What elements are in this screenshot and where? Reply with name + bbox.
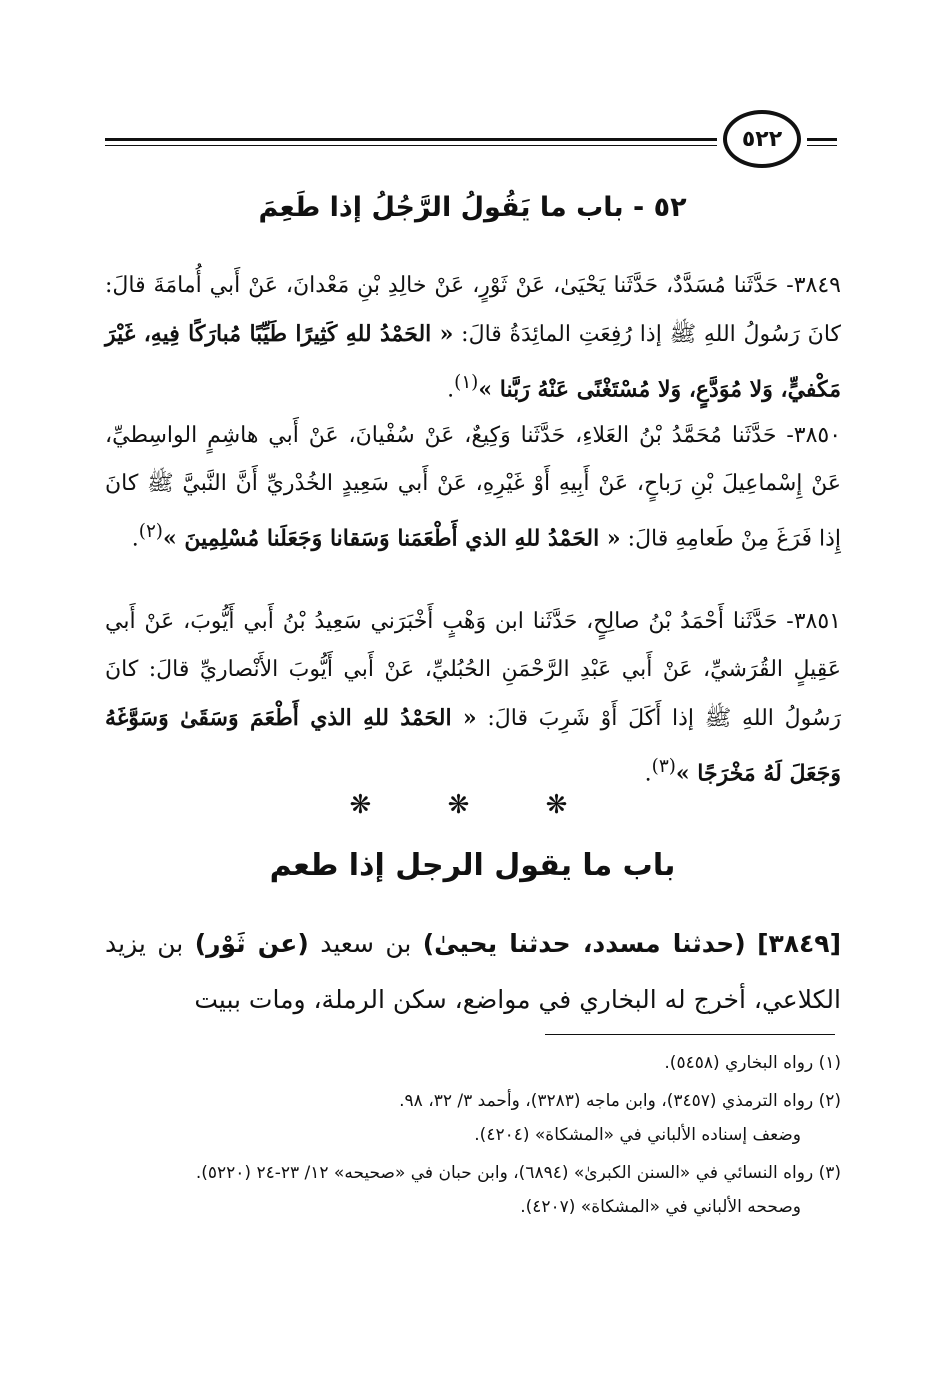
footnote-ref: (٢) — [138, 521, 163, 542]
footnote-divider — [545, 1034, 835, 1035]
footnote-text-cont: وصححه الألباني في «المشكاة» (٤٢٠٧). — [520, 1197, 801, 1217]
hadith-number: ٣٨٥٠- — [786, 423, 842, 448]
header-rule-thick — [105, 138, 717, 141]
hadith-text: حَدَّثَنا مُسَدَّدٌ، حَدَّثَنا يَحْيَىٰ، عَنْ ثَوْرٍ، عَنْ خالِدِ بْنِ مَعْدانَ، عَنْ أَبي أُمامَةَ قالَ: كانَ رَسُولُ اللهِ ﷺ إذا رُفِعَتِ المائِدَةُ قالَ: — [105, 273, 841, 347]
footnote-2 — [105, 1084, 841, 1152]
hadith-quote: « الحَمْدُ للهِ الذي أَطْعَمَ وَسَقَىٰ وَسَوَّغَهُ وَجَعَلَ لَهُ مَخْرَجًا » — [105, 705, 841, 787]
chapter-heading: ٥٢ - باب ما يَقُولُ الرَّجُلُ إذا طَعِمَ — [258, 192, 687, 223]
commentary-ref: [٣٨٤٩] — [757, 929, 841, 958]
commentary-text — [105, 916, 841, 1028]
commentary-heading: باب ما يقول الرجل إذا طعم — [269, 848, 676, 883]
footnote-1 — [105, 1046, 841, 1080]
footnotes — [105, 1046, 841, 1228]
header-rule-thin — [105, 145, 717, 146]
commentary-quote-2: (عن ثَوْر) — [194, 929, 309, 958]
hadith-quote: « الحَمْدُ للهِ الذي أَطْعَمَنا وَسَقانا وَجَعَلَنا مُسْلِمِينَ » — [162, 525, 621, 552]
page-header — [105, 118, 835, 178]
page-number: ٥٢٢ — [741, 126, 783, 152]
commentary-quote-1: (حدثنا مسدد، حدثنا يحيىٰ) — [422, 929, 746, 958]
footnote-text: رواه النسائي في «السنن الكبرىٰ» (٦٨٩٤)، وابن حبان في «صحيحه» ١٢/ ٢٣-٢٤ (٥٢٢٠). — [195, 1163, 814, 1183]
hadith-number: ٣٨٤٩- — [786, 273, 841, 298]
hadith-text: حَدَّثَنا أَحْمَدُ بْنُ صالِحٍ، حَدَّثَنا ابن وَهْبٍ أَخْبَرَني سَعِيدُ بْنُ أَبي أَيُّوبَ، عَنْ أَبي عَقِيلٍ القُرَشيِّ، عَنْ أَبي عَبْدِ الرَّحْمَنِ الحُبُليِّ، عَنْ أَبي أَيُّوبَ الأَنْصاريِّ قالَ: كانَ رَسُولُ اللهِ ﷺ إذا أَكَلَ أَوْ شَرِبَ قالَ: — [105, 609, 841, 731]
commentary-mid: بن سعيد — [320, 929, 412, 958]
footnote-text: رواه البخاري (٥٤٥٨). — [664, 1053, 814, 1073]
hadith-text: حَدَّثَنا مُحَمَّدُ بْنُ العَلاءِ، حَدَّثَنا وَكِيعٌ، عَنْ سُفْيانَ، عَنْ أَبي هاشِمٍ الواسِطيِّ، عَنْ إِسْماعِيلَ بْنِ رَباحٍ، عَنْ أَبِيهِ أَوْ غَيْرِهِ، عَنْ أَبي سَعِيدٍ الخُدْريِّ أَنَّ النَّبيَّ ﷺ كانَ إِذا فَرَغَ مِنْ طَعامِهِ قالَ: — [105, 423, 841, 552]
footnote-ref: (٣) — [651, 756, 676, 777]
footnote-ref: (١) — [454, 372, 479, 393]
hadith-3849: ٣٨٤٩- حَدَّثَنا مُسَدَّدٌ، حَدَّثَنا يَحْيَىٰ، عَنْ ثَوْرٍ، عَنْ خالِدِ بْنِ مَعْدانَ، عَنْ أَبي أُمامَةَ قالَ: كانَ رَسُولُ اللهِ ﷺ إذا رُفِعَتِ المائِدَةُ قالَ: « الحَمْدُ للهِ كَثِيرًا طَيِّبًا مُبارَكًا فِيهِ، غَيْرَ مَكْفيٍّ، وَلا مُوَدَّعٍ، وَلا مُسْتَغْنًى عَنْهُ رَبَّنا »$^{(١)}$. — [105, 273, 841, 403]
footnote-marker: (١) — [818, 1053, 841, 1073]
commentary-rest: بن يزيد الكلاعي، أخرج له البخاري في مواضع، سكن الرملة، ومات ببيت — [105, 929, 841, 1014]
hadith-3850: ٣٨٥٠- حَدَّثَنا مُحَمَّدُ بْنُ العَلاءِ، حَدَّثَنا وَكِيعٌ، عَنْ سُفْيانَ، عَنْ أَبي هاشِمٍ الواسِطيِّ، عَنْ إِسْماعِيلَ بْنِ رَباحٍ، عَنْ أَبِيهِ أَوْ غَيْرِهِ، عَنْ أَبي سَعِيدٍ الخُدْريِّ أَنَّ النَّبيَّ ﷺ كانَ إِذا فَرَغَ مِنْ طَعامِهِ قالَ: « الحَمْدُ للهِ الذي أَطْعَمَنا وَسَقانا وَجَعَلَنا مُسْلِمِينَ »$^{(٢)}$. — [105, 423, 842, 552]
footnote-marker: (٢) — [818, 1091, 841, 1111]
footnote-text-cont: وضعف إسناده الألباني في «المشكاة» (٤٢٠٤). — [474, 1125, 801, 1145]
hadith-3851: ٣٨٥١- حَدَّثَنا أَحْمَدُ بْنُ صالِحٍ، حَدَّثَنا ابن وَهْبٍ أَخْبَرَني سَعِيدُ بْنُ أَبي أَيُّوبَ، عَنْ أَبي عَقِيلٍ القُرَشيِّ، عَنْ أَبي عَبْدِ الرَّحْمَنِ الحُبُليِّ، عَنْ أَبي أَيُّوبَ الأَنْصاريِّ قالَ: كانَ رَسُولُ اللهِ ﷺ إذا أَكَلَ أَوْ شَرِبَ قالَ: « الحَمْدُ للهِ الذي أَطْعَمَ وَسَقَىٰ وَسَوَّغَهُ وَجَعَلَ لَهُ مَخْرَجًا »$^{(٣)}$. — [105, 609, 841, 787]
section-separator: ❋ ❋ ❋ — [349, 790, 602, 820]
page-number-badge — [723, 110, 801, 168]
footnote-text: رواه الترمذي (٣٤٥٧)، وابن ماجه (٣٢٨٣)، وأحمد ٣/ ٣٢، ٩٨. — [399, 1091, 814, 1111]
header-rule-right-thin — [807, 145, 837, 146]
hadith-quote: « الحَمْدُ للهِ كَثِيرًا طَيِّبًا مُبارَكًا فِيهِ، غَيْرَ مَكْفيٍّ، وَلا مُوَدَّعٍ، وَلا مُسْتَغْنًى عَنْهُ رَبَّنا » — [105, 321, 841, 403]
footnote-3 — [105, 1156, 841, 1224]
hadith-number: ٣٨٥١- — [786, 609, 841, 634]
footnote-marker: (٣) — [818, 1163, 841, 1183]
header-rule-right-thick — [807, 138, 837, 141]
